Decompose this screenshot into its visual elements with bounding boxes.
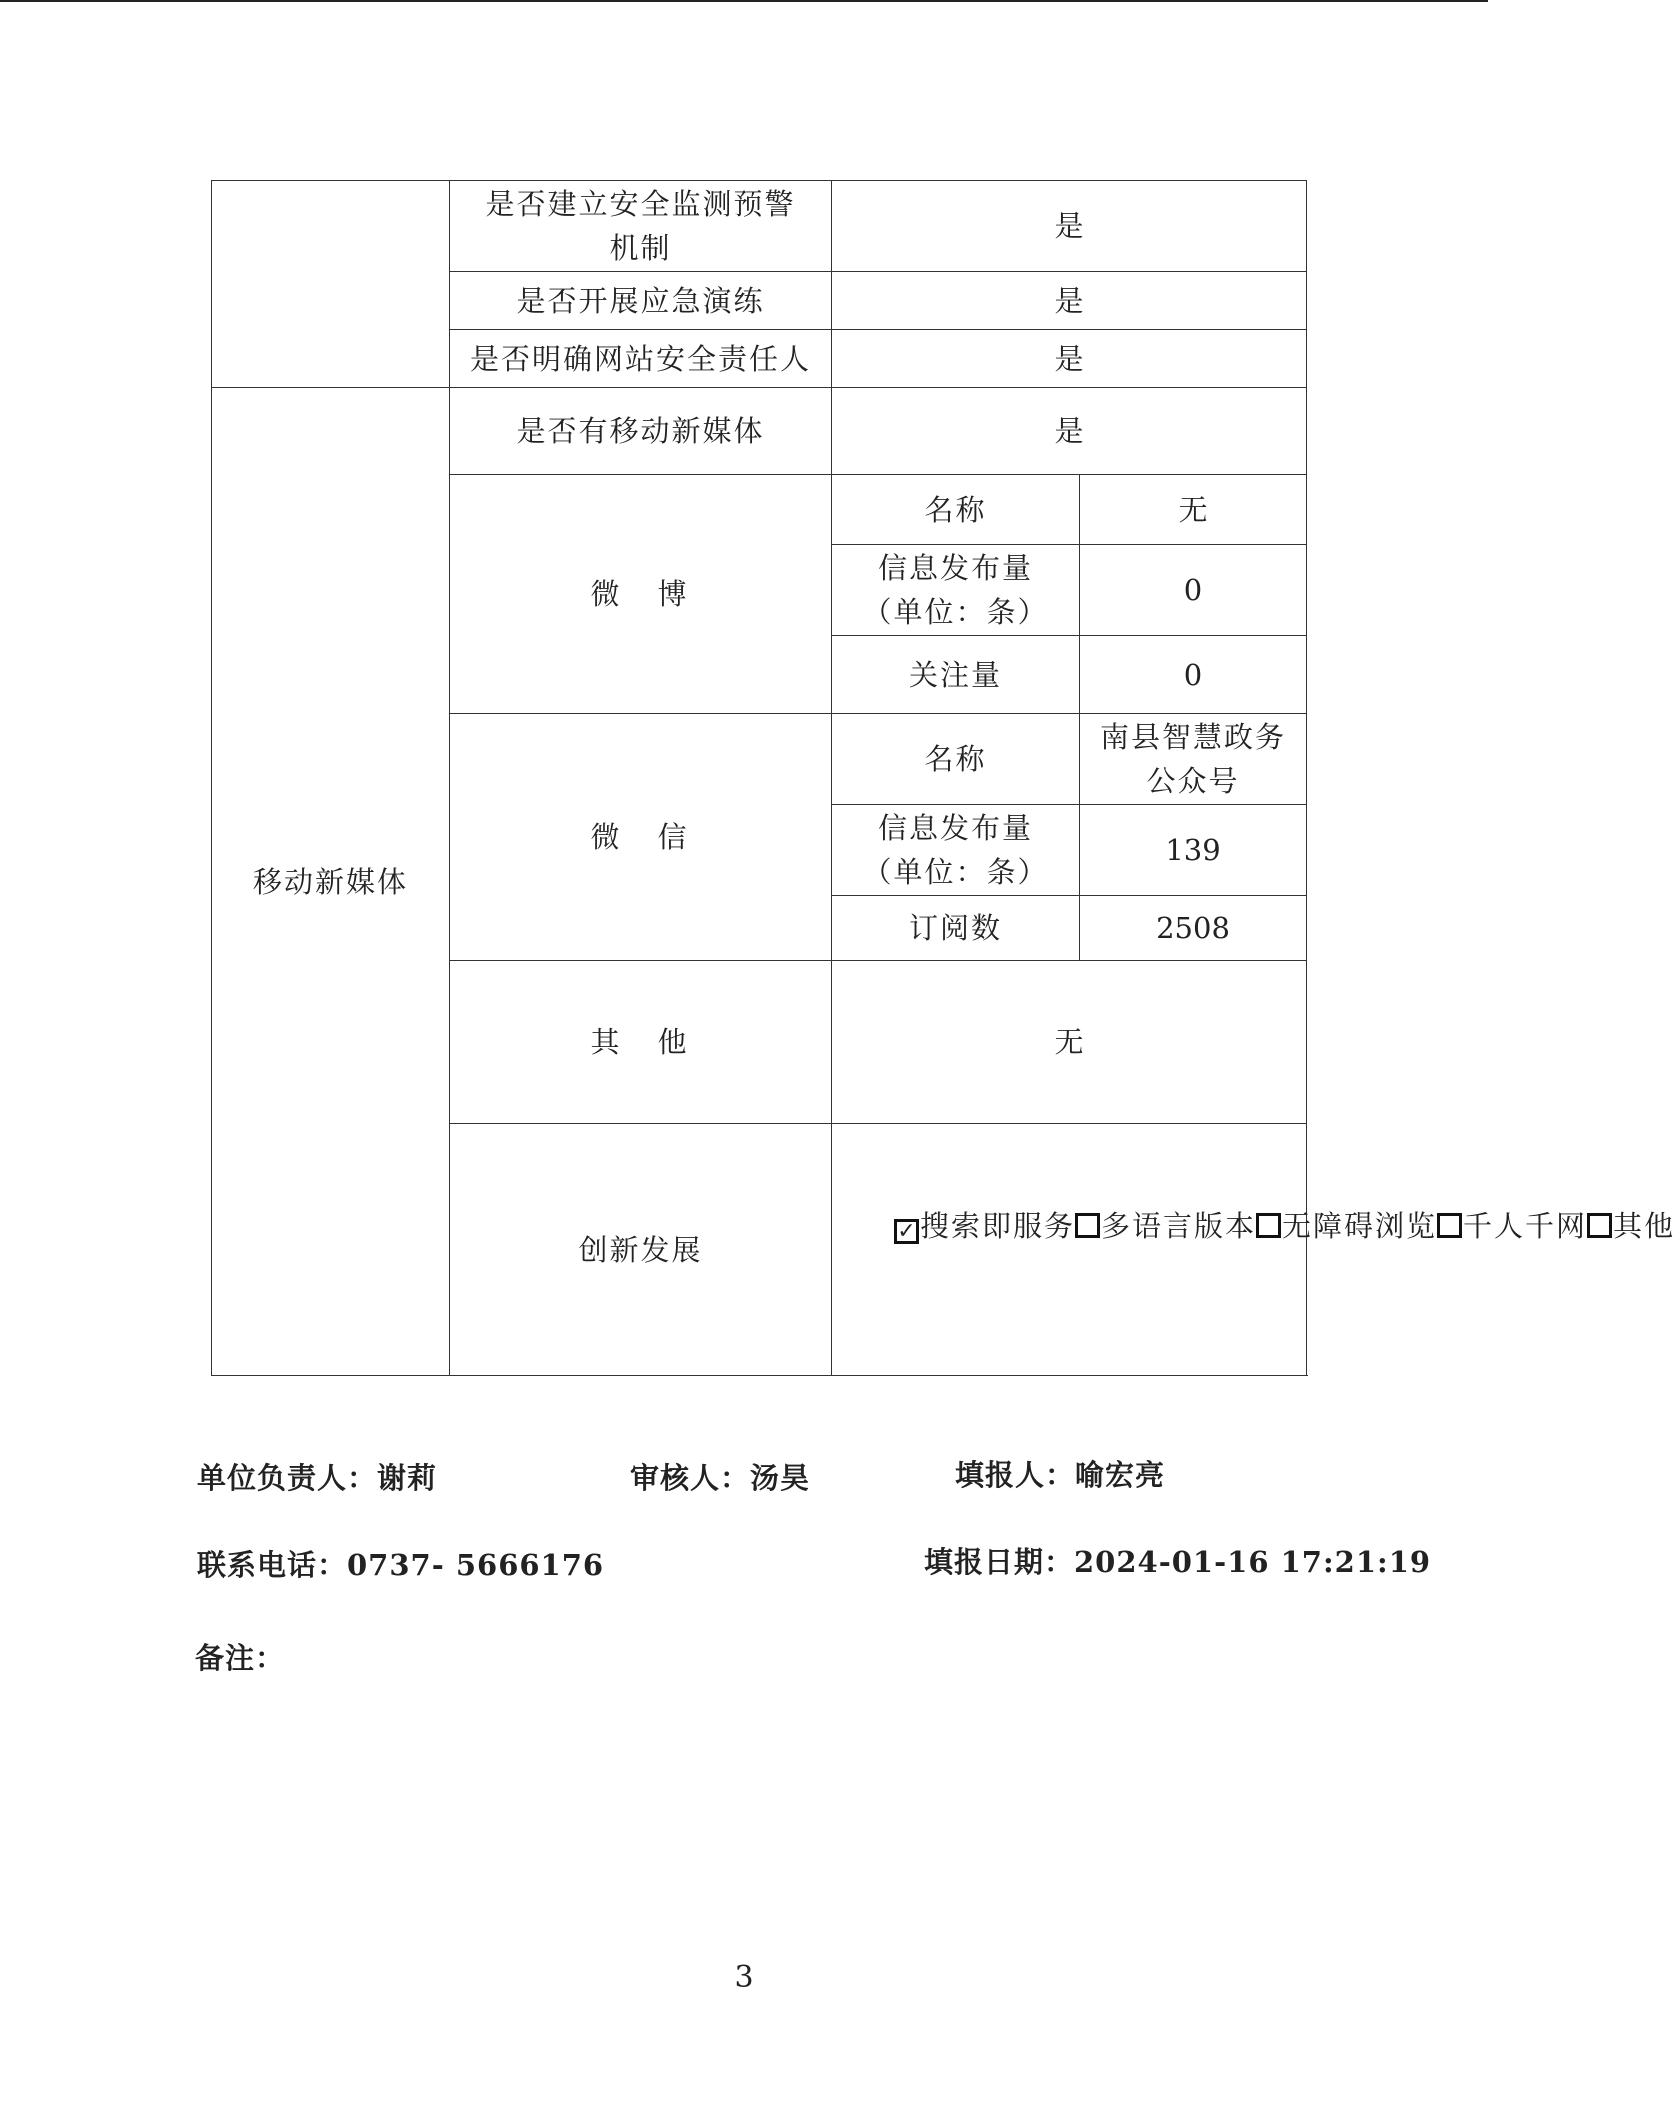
page-number: 3 [734, 1960, 754, 1995]
option-label: 其他 [1613, 1209, 1675, 1243]
sub-label: 关注量 [832, 636, 1080, 714]
fill-date: 填报日期：2024-01-16 17:21:19 [924, 1545, 1432, 1579]
report-table [211, 180, 1675, 1376]
row-label: 是否明确网站安全责任人 [450, 330, 832, 388]
row-label: 是否有移动新媒体 [450, 388, 832, 475]
sub-value: 0 [1080, 636, 1307, 714]
row-value: 是 [832, 388, 1307, 475]
mobile-section-label: 移动新媒体 [212, 388, 450, 1376]
sub-value: 139 [1080, 805, 1307, 896]
phone: 联系电话：0737- 5666176 [197, 1548, 605, 1582]
innovation-options [836, 1124, 1675, 1248]
filler: 填报人：喻宏亮 [955, 1458, 1166, 1492]
wechat-label: 微信 [450, 714, 832, 961]
page-top-border [0, 0, 1488, 2]
option-label: 搜索即服务 [920, 1209, 1076, 1243]
option-label: 多语言版本 [1101, 1209, 1257, 1243]
row-value: 是 [832, 330, 1307, 388]
checkbox-other[interactable] [1587, 1213, 1612, 1238]
checkbox-personalized[interactable] [1437, 1213, 1462, 1238]
row-value: 是 [832, 181, 1307, 272]
sub-value: 0 [1080, 545, 1307, 636]
reviewer: 审核人：汤昊 [630, 1461, 811, 1495]
weibo-label: 微博 [450, 475, 832, 714]
option-label: 无障碍浏览 [1282, 1209, 1438, 1243]
row-label: 是否开展应急演练 [450, 272, 832, 330]
sub-label: 名称 [832, 714, 1080, 805]
sub-value: 南县智慧政务 公众号 [1080, 714, 1307, 805]
sub-label: 名称 [832, 475, 1080, 545]
checkbox-accessibility[interactable] [1256, 1213, 1281, 1238]
other-value: 无 [832, 961, 1307, 1124]
option-label: 千人千网 [1463, 1209, 1588, 1243]
security-section-cell [212, 181, 450, 388]
unit-head: 单位负责人：谢莉 [197, 1461, 438, 1495]
remark: 备注： [195, 1641, 286, 1675]
sub-label: 信息发布量 （单位：条） [832, 545, 1080, 636]
table-row [212, 181, 1307, 272]
sub-label: 订阅数 [832, 896, 1080, 961]
innovation-section-label: 创新发展 [450, 1124, 832, 1376]
sub-value: 无 [1080, 475, 1307, 545]
other-label: 其他 [450, 961, 832, 1124]
row-value: 是 [832, 272, 1307, 330]
sub-value: 2508 [1080, 896, 1307, 961]
innovation-options-cell [832, 1124, 1675, 1376]
table-row [212, 388, 1307, 475]
checkbox-multi-language[interactable] [1075, 1213, 1100, 1238]
row-label: 是否建立安全监测预警 机制 [450, 181, 832, 272]
checkbox-search-service[interactable]: ✓ [894, 1219, 919, 1244]
sub-label: 信息发布量 （单位：条） [832, 805, 1080, 896]
